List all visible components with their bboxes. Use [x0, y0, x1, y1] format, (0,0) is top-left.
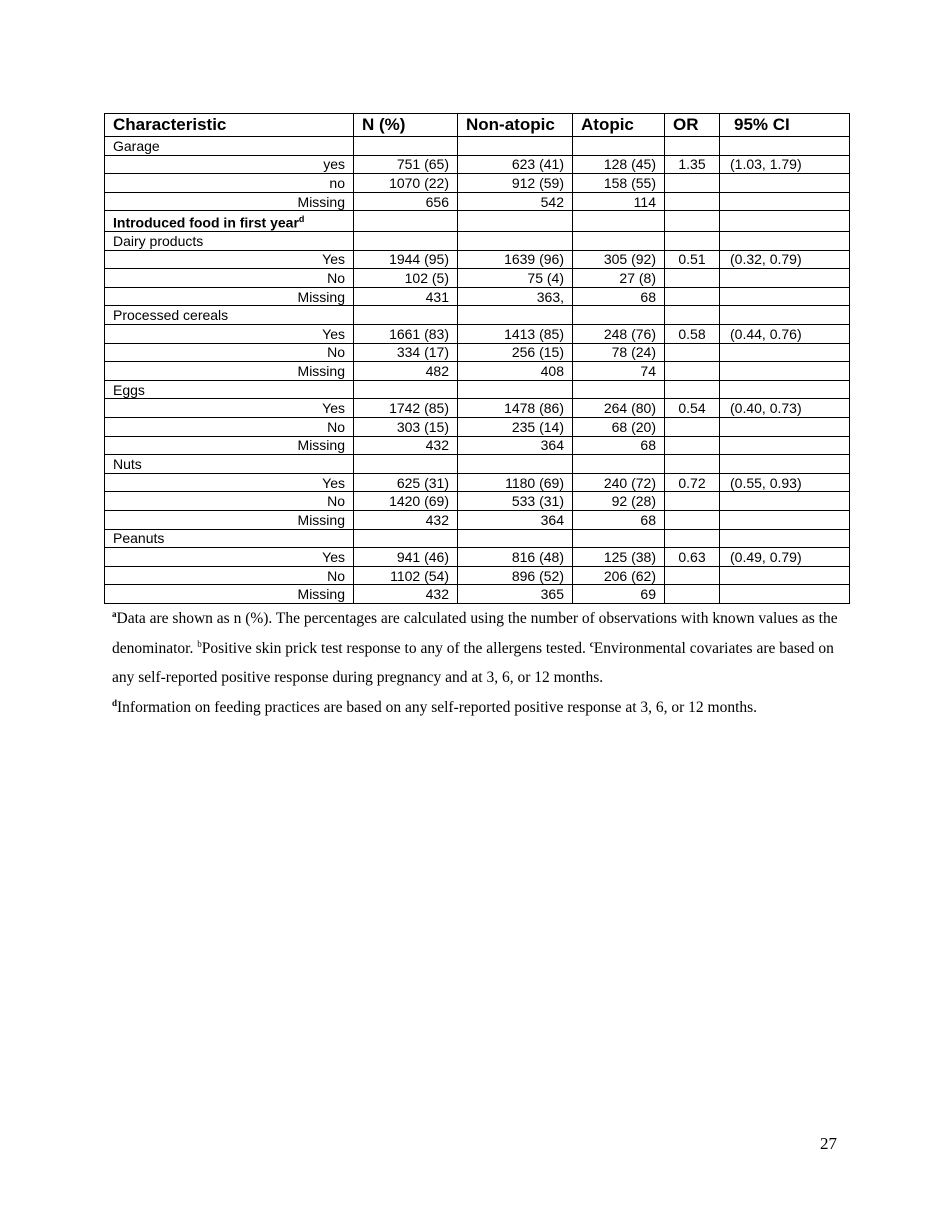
cell-atopic: 248 (76) — [573, 325, 665, 344]
cell-ci: (0.32, 0.79) — [720, 250, 850, 269]
cell-n: 625 (31) — [354, 473, 458, 492]
header-non-atopic: Non-atopic — [458, 114, 573, 137]
cell-non-atopic: 408 — [458, 362, 573, 381]
cell-atopic: 68 — [573, 436, 665, 455]
cell-ci — [720, 566, 850, 585]
cell-non-atopic — [458, 455, 573, 474]
table-row — [105, 232, 850, 251]
row-label: Yes — [105, 250, 354, 269]
header-atopic: Atopic — [573, 114, 665, 137]
cell-n — [354, 455, 458, 474]
cell-ci — [720, 192, 850, 211]
cell-or — [665, 362, 720, 381]
cell-non-atopic: 623 (41) — [458, 155, 573, 174]
cell-atopic: 264 (80) — [573, 399, 665, 418]
table-row — [105, 529, 850, 548]
cell-ci — [720, 343, 850, 362]
cell-non-atopic — [458, 211, 573, 232]
table-row — [105, 436, 850, 455]
table-row — [105, 155, 850, 174]
cell-atopic — [573, 455, 665, 474]
cell-non-atopic: 1413 (85) — [458, 325, 573, 344]
table-row — [105, 492, 850, 511]
table-row — [105, 510, 850, 529]
cell-atopic — [573, 211, 665, 232]
row-label: Missing — [105, 287, 354, 306]
footnote-d: Information on feeding practices are based on any self-reported positive response at 3, 6, or 12 months. — [117, 698, 758, 716]
cell-atopic: 68 — [573, 287, 665, 306]
cell-non-atopic: 896 (52) — [458, 566, 573, 585]
table-row — [105, 399, 850, 418]
footnote-a: Data are shown as n (%). The percentages are calculated using the number of observations with known values as the denominator. — [112, 610, 838, 657]
cell-n: 431 — [354, 287, 458, 306]
cell-atopic: 128 (45) — [573, 155, 665, 174]
cell-atopic: 305 (92) — [573, 250, 665, 269]
cell-non-atopic — [458, 529, 573, 548]
cell-or — [665, 192, 720, 211]
cell-ci — [720, 510, 850, 529]
footnote-b-marker: b — [197, 638, 202, 649]
cell-or — [665, 174, 720, 193]
cell-ci: (0.44, 0.76) — [720, 325, 850, 344]
row-label: No — [105, 566, 354, 585]
cell-or: 0.63 — [665, 548, 720, 567]
cell-ci — [720, 362, 850, 381]
table-row — [105, 250, 850, 269]
cell-n: 1944 (95) — [354, 250, 458, 269]
group-label: Nuts — [105, 455, 354, 474]
cell-or — [665, 566, 720, 585]
cell-non-atopic: 1180 (69) — [458, 473, 573, 492]
cell-atopic — [573, 529, 665, 548]
cell-or — [665, 455, 720, 474]
cell-n: 941 (46) — [354, 548, 458, 567]
cell-non-atopic: 364 — [458, 510, 573, 529]
cell-atopic — [573, 232, 665, 251]
cell-n: 482 — [354, 362, 458, 381]
cell-n — [354, 529, 458, 548]
row-label: no — [105, 174, 354, 193]
footnotes — [112, 604, 852, 722]
cell-ci — [720, 137, 850, 156]
cell-atopic: 114 — [573, 192, 665, 211]
cell-n: 102 (5) — [354, 269, 458, 288]
row-label: Missing — [105, 510, 354, 529]
cell-atopic: 68 (20) — [573, 417, 665, 436]
cell-ci — [720, 585, 850, 604]
cell-ci: (0.55, 0.93) — [720, 473, 850, 492]
section-label — [105, 211, 354, 232]
cell-atopic: 206 (62) — [573, 566, 665, 585]
cell-atopic — [573, 380, 665, 399]
cell-n — [354, 211, 458, 232]
cell-ci — [720, 287, 850, 306]
group-label: Dairy products — [105, 232, 354, 251]
cell-non-atopic — [458, 380, 573, 399]
cell-non-atopic: 75 (4) — [458, 269, 573, 288]
section-footnote-marker: d — [298, 214, 305, 225]
cell-or: 0.72 — [665, 473, 720, 492]
cell-n: 751 (65) — [354, 155, 458, 174]
header-or: OR — [665, 114, 720, 137]
cell-atopic: 158 (55) — [573, 174, 665, 193]
page-number: 27 — [820, 1134, 837, 1153]
cell-or — [665, 343, 720, 362]
section-label-text: Introduced food in first year — [113, 215, 299, 232]
cell-n: 432 — [354, 585, 458, 604]
row-label: Missing — [105, 585, 354, 604]
cell-n: 1742 (85) — [354, 399, 458, 418]
table-row — [105, 417, 850, 436]
table-row — [105, 192, 850, 211]
cell-non-atopic: 364 — [458, 436, 573, 455]
cell-or — [665, 211, 720, 232]
cell-non-atopic: 912 (59) — [458, 174, 573, 193]
cell-ci: (1.03, 1.79) — [720, 155, 850, 174]
cell-or — [665, 380, 720, 399]
table-row — [105, 306, 850, 325]
cell-or — [665, 417, 720, 436]
cell-ci — [720, 529, 850, 548]
cell-n: 432 — [354, 436, 458, 455]
table-row — [105, 548, 850, 567]
cell-non-atopic — [458, 306, 573, 325]
table-row — [105, 380, 850, 399]
cell-atopic: 78 (24) — [573, 343, 665, 362]
row-label: Yes — [105, 473, 354, 492]
cell-or: 0.58 — [665, 325, 720, 344]
row-label: Yes — [105, 325, 354, 344]
cell-or — [665, 287, 720, 306]
cell-atopic: 92 (28) — [573, 492, 665, 511]
cell-atopic: 69 — [573, 585, 665, 604]
cell-atopic — [573, 306, 665, 325]
footnote-text — [112, 604, 852, 722]
cell-or — [665, 585, 720, 604]
cell-ci — [720, 269, 850, 288]
group-label: Eggs — [105, 380, 354, 399]
cell-or — [665, 492, 720, 511]
table-row — [105, 137, 850, 156]
cell-ci — [720, 492, 850, 511]
cell-atopic: 74 — [573, 362, 665, 381]
row-label: Yes — [105, 548, 354, 567]
table-row — [105, 455, 850, 474]
cell-atopic: 27 (8) — [573, 269, 665, 288]
cell-atopic: 240 (72) — [573, 473, 665, 492]
cell-or — [665, 510, 720, 529]
row-label: No — [105, 269, 354, 288]
table-row — [105, 585, 850, 604]
group-label: Processed cereals — [105, 306, 354, 325]
cell-or — [665, 306, 720, 325]
cell-ci — [720, 174, 850, 193]
table-row — [105, 174, 850, 193]
row-label: No — [105, 343, 354, 362]
cell-n — [354, 306, 458, 325]
group-label: Peanuts — [105, 529, 354, 548]
cell-ci — [720, 380, 850, 399]
cell-atopic: 125 (38) — [573, 548, 665, 567]
table-row — [105, 473, 850, 492]
cell-atopic: 68 — [573, 510, 665, 529]
cell-non-atopic: 235 (14) — [458, 417, 573, 436]
footnote-d-marker: d — [112, 697, 118, 708]
cell-non-atopic: 1478 (86) — [458, 399, 573, 418]
cell-ci — [720, 232, 850, 251]
footnote-b: Positive skin prick test response to any of the allergens tested. — [201, 639, 590, 657]
table-row — [105, 211, 850, 232]
header-n: N (%) — [354, 114, 458, 137]
row-label: No — [105, 417, 354, 436]
table-body — [105, 137, 850, 604]
cell-or: 0.51 — [665, 250, 720, 269]
cell-ci — [720, 306, 850, 325]
header-characteristic: Characteristic — [105, 114, 354, 137]
footnote-c: Environmental covariates are based on any self-reported positive response during pregnancy and at 3, 6, or 12 months. — [112, 639, 834, 686]
cell-non-atopic: 542 — [458, 192, 573, 211]
cell-n — [354, 232, 458, 251]
results-table — [104, 113, 850, 604]
cell-ci: (0.49, 0.79) — [720, 548, 850, 567]
table-row — [105, 566, 850, 585]
cell-or — [665, 269, 720, 288]
cell-or — [665, 137, 720, 156]
cell-n: 1420 (69) — [354, 492, 458, 511]
cell-ci: (0.40, 0.73) — [720, 399, 850, 418]
cell-n: 1102 (54) — [354, 566, 458, 585]
cell-n: 334 (17) — [354, 343, 458, 362]
footnote-a-marker: a — [112, 609, 117, 619]
cell-atopic — [573, 137, 665, 156]
cell-ci — [720, 417, 850, 436]
row-label: yes — [105, 155, 354, 174]
cell-non-atopic: 533 (31) — [458, 492, 573, 511]
cell-n — [354, 137, 458, 156]
header-ci: 95% CI — [720, 114, 850, 137]
footnote-c-marker: c — [589, 638, 594, 649]
cell-non-atopic — [458, 232, 573, 251]
cell-or — [665, 232, 720, 251]
table-header-row — [105, 114, 850, 137]
cell-or: 1.35 — [665, 155, 720, 174]
cell-non-atopic: 1639 (96) — [458, 250, 573, 269]
row-label: Missing — [105, 192, 354, 211]
cell-or: 0.54 — [665, 399, 720, 418]
cell-ci — [720, 211, 850, 232]
cell-ci — [720, 436, 850, 455]
cell-n — [354, 380, 458, 399]
cell-n: 1070 (22) — [354, 174, 458, 193]
table-row — [105, 362, 850, 381]
cell-ci — [720, 455, 850, 474]
row-label: No — [105, 492, 354, 511]
table-row — [105, 325, 850, 344]
cell-n: 432 — [354, 510, 458, 529]
cell-non-atopic — [458, 137, 573, 156]
cell-non-atopic: 816 (48) — [458, 548, 573, 567]
table-row — [105, 269, 850, 288]
row-label: Yes — [105, 399, 354, 418]
table-row — [105, 287, 850, 306]
cell-non-atopic: 363, — [458, 287, 573, 306]
table-row — [105, 343, 850, 362]
cell-n: 303 (15) — [354, 417, 458, 436]
row-label: Missing — [105, 436, 354, 455]
cell-or — [665, 436, 720, 455]
cell-non-atopic: 365 — [458, 585, 573, 604]
cell-or — [665, 529, 720, 548]
group-label: Garage — [105, 137, 354, 156]
cell-n: 1661 (83) — [354, 325, 458, 344]
cell-n: 656 — [354, 192, 458, 211]
cell-non-atopic: 256 (15) — [458, 343, 573, 362]
row-label: Missing — [105, 362, 354, 381]
